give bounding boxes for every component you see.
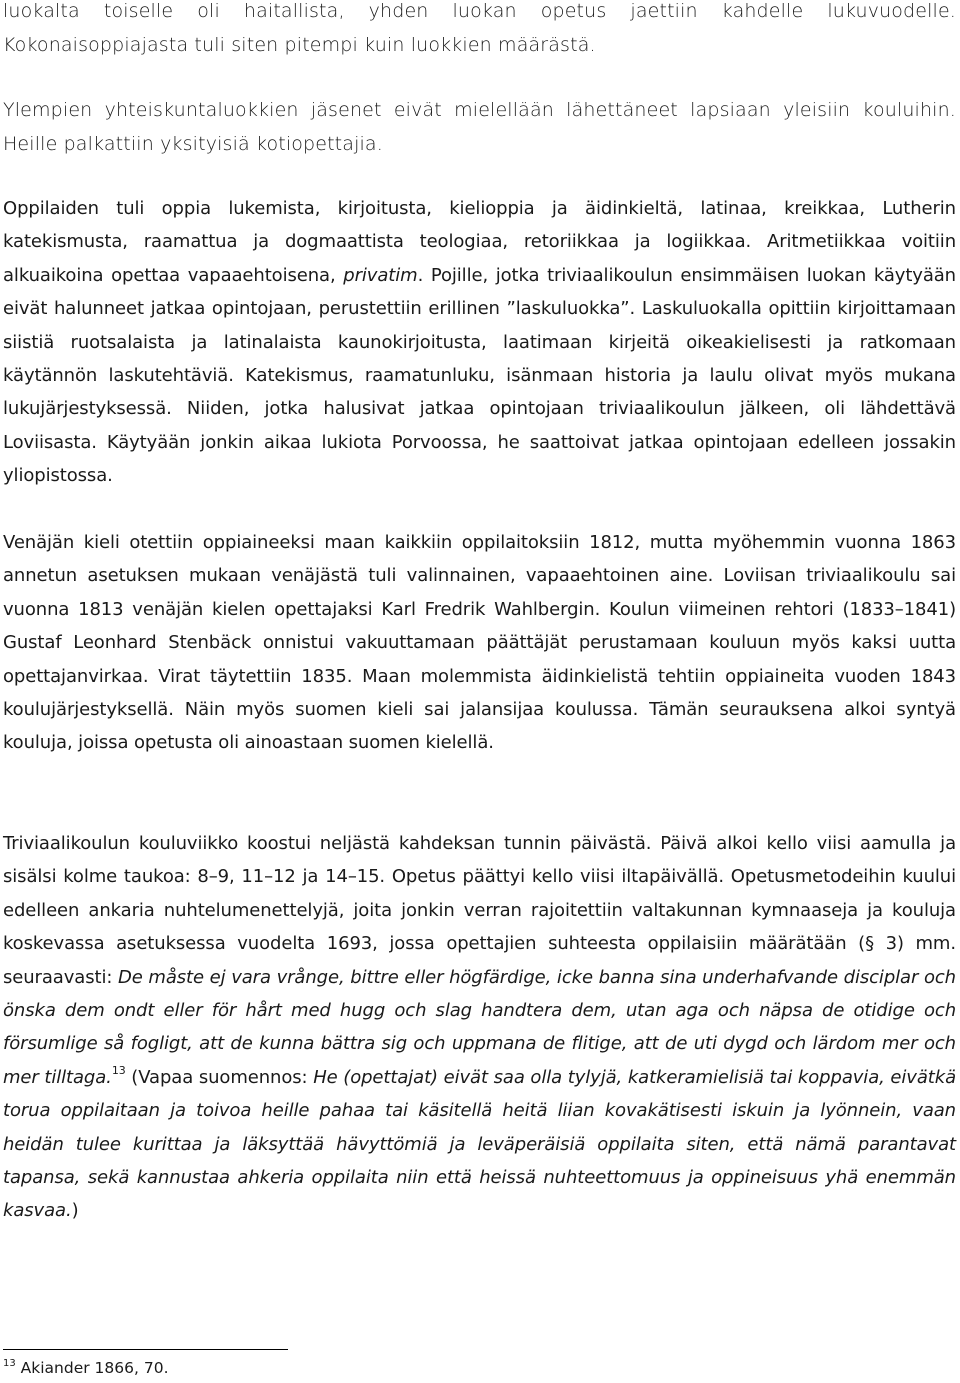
- paragraph-3: [3, 192, 956, 493]
- paragraph-5-quote-finnish: He (opettajat) eivät saa olla tylyjä, katkeramielisiä tai koppavia, eivätkä torua oppilaitaan ja toivoa heille pahaa tai käsitellä heitä liian kovakätisesti iskuin ja lyönnein, vaan heidän tulee kurittaa ja läksyttää hävyttömiä ja leväperäisiä oppilaita siten, että nämä parantavat tapansa, sekä kannustaa ahkeria oppilaita niin että heissä nuhteettomuus ja oppineisuus yhä enemmän kasvaa.: [3, 1066, 956, 1222]
- paragraph-5: [3, 827, 956, 1228]
- paragraph-1: luokalta toiselle oli haitallista, yhden luokan opetus jaettiin kahdelle lukuvuodelle. Kokonaisoppiajasta tuli siten pitempi kuin luokkien määrästä.: [3, 0, 956, 56]
- footnote: [3, 1357, 169, 1379]
- paragraph-5-text-a: Triviaalikoulun kouluviikko koostui neljästä kahdeksan tunnin päivästä. Päivä alkoi kello viisi aamulla ja sisälsi kolme taukoa: 8–9, 11–12 ja 14–15. Opetus päättyi kello viisi iltapäivällä. Opetusmetodeihin kuului edelleen ankaria nuhtelumenettelyjä, joita jonkin verran rajoitettiin valtakunnan kymnaaseja ja kouluja koskevassa asetuksessa vuodelta 1693, jossa opettajien suhteesta oppilaisiin määrätään (§ 3) mm. seuraavasti:: [3, 833, 956, 988]
- paragraph-3-text-a: Oppilaiden tuli oppia lukemista, kirjoitusta, kielioppia ja äidinkieltä, latinaa, kreikkaa, Lutherin katekismusta, raamattua ja dogmaattista teologiaa, retoriikkaa ja logiikkaa. Aritmetiikkaa voitiin alkuaikoina opettaa vapaaehtoisena,: [3, 198, 956, 286]
- paragraph-5-text-b: (Vapaa suomennos:: [125, 1066, 314, 1088]
- paragraph-5-text-c: ): [71, 1200, 79, 1222]
- paragraph-4: Venäjän kieli otettiin oppiaineeksi maan kaikkiin oppilaitoksiin 1812, mutta myöhemmin vuonna 1863 annetun asetuksen mukaan venäjästä tuli valinnainen, vapaaehtoinen aine. Loviisan triviaalikoulu sai vuonna 1813 venäjän kielen opettajaksi Karl Fredrik Wahlbergin. Koulun viimeinen rehtori (1833–1841) Gustaf Leonhard Stenbäck onnistui vakuuttamaan päättäjät perustamaan kouluun myös kaksi uutta opettajanvirkaa. Virat täytettiin 1835. Maan molemmista äidinkielistä tehtiin oppiaineita vuoden 1843 koulujärjestyksellä. Näin myös suomen kieli sai jalansijaa koulussa. Tämän seurauksena alkoi syntyä kouluja, joissa opetusta oli ainoastaan suomen kielellä.: [3, 532, 956, 754]
- footnote-reference[interactable]: 13: [111, 1063, 126, 1077]
- footnote-separator: [3, 1349, 288, 1350]
- paragraph-3-text-b: . Pojille, jotka triviaalikoulun ensimmäisen luokan käytyään eivät halunneet jatkaa opintojaan, perustettiin erillinen ”laskuluokka”. Laskuluokalla opittiin kirjoittamaan siistiä ruotsalaista ja latinalaista kaunokirjoitusta, laatimaan kirjeitä oikeakielisesti ja ratkomaan käytännön laskutehtäviä. Katekismus, raamatunluku, isänmaan historia ja laulu olivat myös mukana lukujärjestyksessä. Niiden, jotka halusivat jatkaa opintojaan triviaalikoulun jälkeen, oli lähdettävä Loviisasta. Käytyään jonkin aikaa lukiota Porvoossa, he saattoivat jatkaa opintojaan edelleen jossakin yliopistossa.: [3, 264, 956, 487]
- paragraph-5-quote-swedish: De måste ej vara vrånge, bittre eller högfärdige, icke banna sina underhafvande disciplar och önska dem ondt eller för hårt med hugg och slag handtera dem, utan aga och näpsa de otidige och försumlige så fogligt, att de kunna bättra sig och uppmana de flitige, att de uti dygd och lärdom mer och mer tilltaga.: [3, 966, 956, 1088]
- footnote-text: Akiander 1866, 70.: [20, 1359, 169, 1377]
- paragraph-3-italic: privatim: [343, 264, 418, 286]
- footnote-number: 13: [3, 1358, 16, 1369]
- paragraph-2: Ylempien yhteiskuntaluokkien jäsenet eivät mielellään lähettäneet lapsiaan yleisiin kouluihin. Heille palkattiin yksityisiä kotiopettajia.: [3, 99, 956, 155]
